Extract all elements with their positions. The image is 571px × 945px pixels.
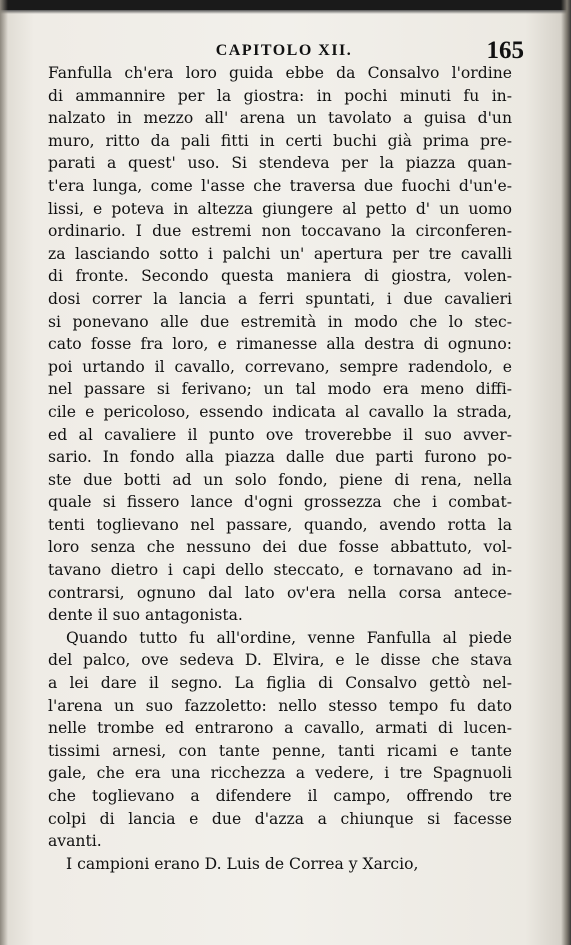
text-line: colpi di lancia e due d'azza a chiunque si facesse bbox=[48, 809, 512, 828]
text-line: quale si fissero lance d'ogni grossezza che i combat- bbox=[48, 493, 512, 512]
scan-top-border bbox=[0, 0, 571, 10]
text-line: dente il suo antagonista. bbox=[48, 606, 243, 625]
page-left-shadow bbox=[0, 0, 8, 945]
text-line: cato fosse fra loro, e rimanesse alla destra di ognuno: bbox=[48, 335, 512, 354]
text-line: a lei dare il segno. La figlia di Consalvo gettò nel- bbox=[48, 674, 512, 693]
text-line: nalzato in mezzo all' arena un tavolato a guisa d'un bbox=[48, 109, 512, 128]
text-line: t'era lunga, come l'asse che traversa due fuochi d'un'e- bbox=[48, 176, 512, 195]
text-line: nelle trombe ed entrarono a cavallo, armati di lucen- bbox=[48, 719, 512, 738]
text-line: lissi, e poteva in altezza giungere al petto d' un uomo bbox=[48, 199, 512, 218]
text-line: si ponevano alle due estremità in modo che lo stec- bbox=[48, 312, 512, 331]
text-line: del palco, ove sedeva D. Elvira, e le disse che stava bbox=[48, 651, 512, 670]
text-line: tavano dietro i capi dello steccato, e tornavano ad in- bbox=[48, 561, 512, 580]
text-line: loro senza che nessuno dei due fosse abbattuto, vol- bbox=[48, 538, 512, 557]
text-line: za lasciando sotto i palchi un' apertura per tre cavalli bbox=[48, 244, 512, 263]
text-line: ordinario. I due estremi non toccavano la circonferen- bbox=[48, 222, 512, 241]
text-line: sario. In fondo alla piazza dalle due parti furono po- bbox=[48, 448, 512, 467]
text-line: contrarsi, ognuno dal lato ov'era nella corsa antece- bbox=[48, 583, 512, 602]
page-number: 165 bbox=[486, 37, 524, 64]
text-line: muro, ritto da pali fitti in certi buchi già prima pre- bbox=[48, 131, 512, 150]
text-line: Fanfulla ch'era loro guida ebbe da Consalvo l'ordine bbox=[48, 64, 512, 82]
text-line: dosi correr la lancia a ferri spuntati, i due cavalieri bbox=[48, 289, 512, 308]
text-line: parati a quest' uso. Si stendeva per la piazza quan- bbox=[48, 154, 512, 173]
text-line: l'arena un suo fazzoletto: nello stesso tempo fu dato bbox=[48, 696, 512, 715]
text-line: gale, che era una ricchezza a vedere, i tre Spagnuoli bbox=[48, 764, 512, 783]
text-line: che toglievano a difendere il campo, offrendo tre bbox=[48, 787, 512, 805]
text-line: tenti toglievano nel passare, quando, avendo rotta la bbox=[48, 515, 512, 534]
text-line: Quando tutto fu all'ordine, venne Fanfulla al piede bbox=[66, 628, 512, 647]
running-title: CAPITOLO XII. bbox=[215, 42, 353, 59]
text-line: nel passare si ferivano; un tal modo era meno diffi- bbox=[48, 380, 512, 399]
text-line: ste due botti ad un solo fondo, piene di rena, nella bbox=[48, 470, 512, 489]
text-line: di ammannire per la giostra: in pochi minuti fu in- bbox=[48, 86, 512, 105]
text-line: tissimi arnesi, con tante penne, tanti ricami e tante bbox=[48, 741, 512, 760]
text-line: avanti. bbox=[48, 832, 102, 851]
page-right-shadow bbox=[561, 0, 571, 945]
body-text bbox=[48, 62, 512, 875]
text-line: ed al cavaliere il punto ove troverebbe il suo avver- bbox=[48, 425, 512, 444]
text-line: di fronte. Secondo questa maniera di giostra, volen- bbox=[48, 267, 512, 286]
text-line: poi urtando il cavallo, correvano, sempre radendolo, e bbox=[48, 357, 512, 376]
text-line: cile e pericoloso, essendo indicata al cavallo la strada, bbox=[48, 402, 512, 421]
text-line: I campioni erano D. Luis de Correa y Xarcio, bbox=[66, 854, 419, 873]
